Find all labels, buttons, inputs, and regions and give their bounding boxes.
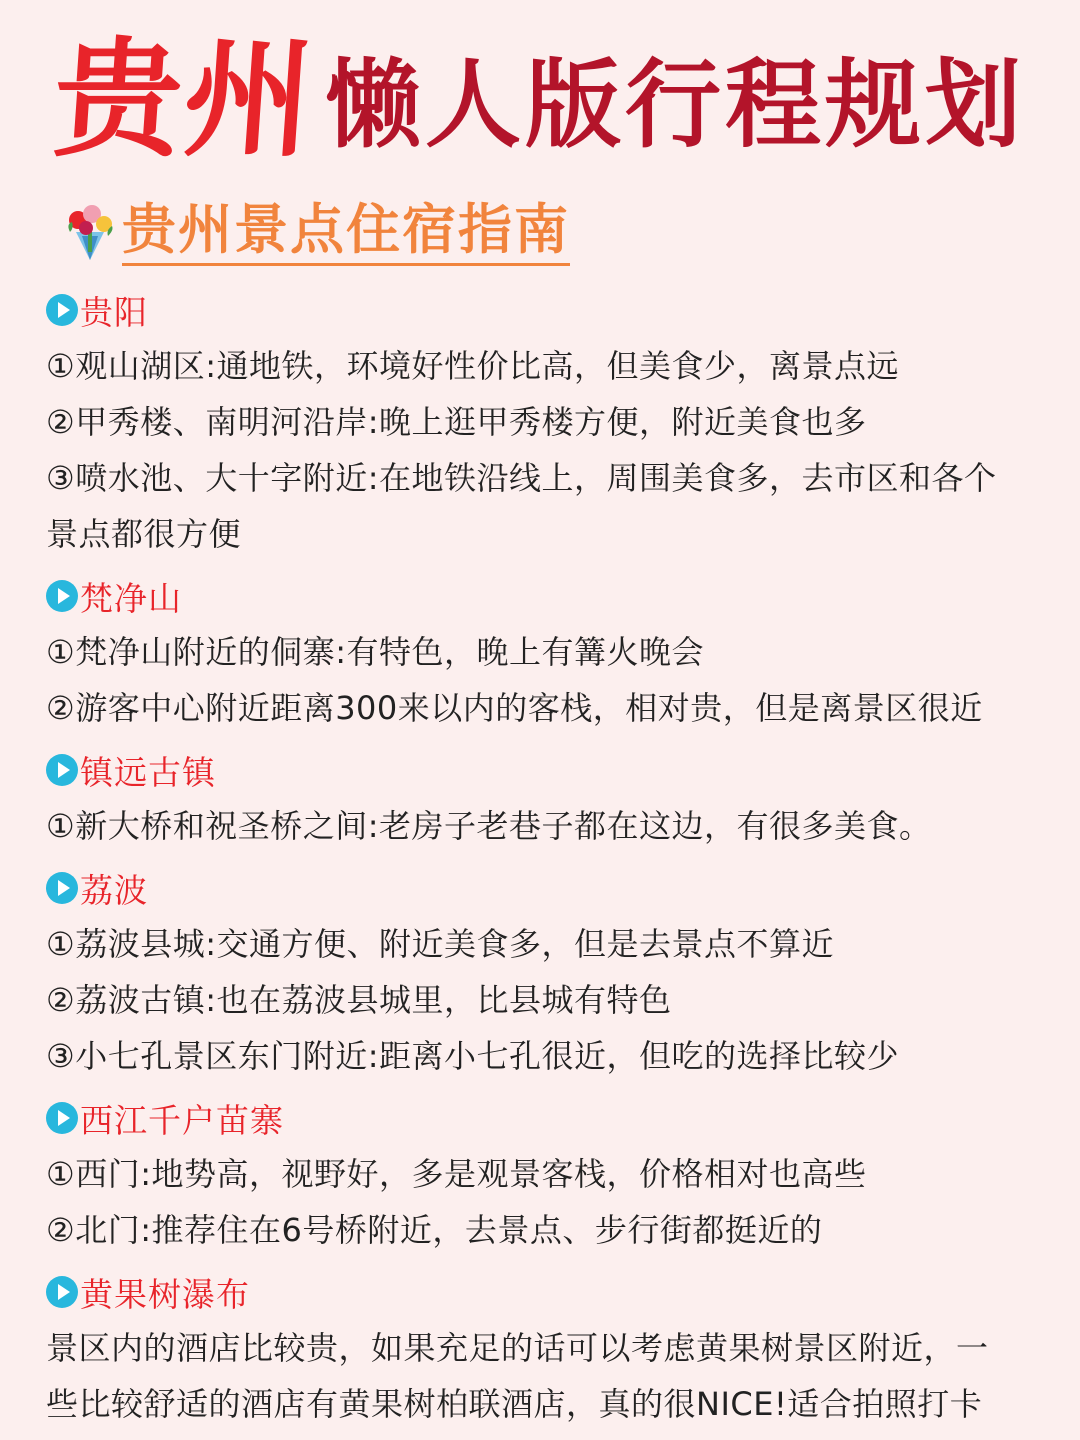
section-heading [46,570,1046,622]
list-item: ②游客中心附近距离300来以内的客栈，相对贵，但是离景区很近 [46,689,983,727]
play-circle-icon [46,1276,78,1308]
section-heading [46,862,1046,914]
subtitle-row [62,196,570,268]
heading-text: 镇远古镇 [80,752,216,792]
page-title [0,14,1080,175]
title-guizhou: 贵州 [48,25,320,175]
list-item: ①新大桥和祝圣桥之间:老房子老巷子都在这边，有很多美食。 [46,807,932,845]
section-heading [46,744,1046,796]
list-item: ②北门:推荐住在6号桥附近，去景点、步行街都挺近的 [46,1211,823,1249]
list-item: ③喷水池、大十字附近:在地铁沿线上，周围美食多，去市区和各个 [46,459,997,497]
play-circle-icon [46,580,78,612]
list-item: 景点都很方便 [46,515,242,553]
play-circle-icon [46,872,78,904]
list-item: ①西门:地势高，视野好，多是观景客栈，价格相对也高些 [46,1155,867,1193]
list-item: 些比较舒适的酒店有黄果树柏联酒店，真的很NICE!适合拍照打卡 [46,1385,983,1423]
heading-text: 梵净山 [80,578,182,618]
section-huangguoshu [46,1266,1046,1432]
heading-text: 西江千户苗寨 [80,1100,284,1140]
list-item: ③小七孔景区东门附近:距离小七孔很近，但吃的选择比较少 [46,1037,899,1075]
section-heading [46,1092,1046,1144]
section-libo [46,862,1046,1084]
section-zhenyuan [46,744,1046,854]
section-xijiang [46,1092,1046,1258]
section-heading [46,284,1046,336]
section-fanjingshan [46,570,1046,736]
play-circle-icon [46,294,78,326]
list-item: ①荔波县城:交通方便、附近美食多，但是去景点不算近 [46,925,834,963]
flower-bouquet-icon [62,202,118,262]
list-item: ①梵净山附近的侗寨:有特色，晚上有篝火晚会 [46,633,704,671]
list-item: 景区内的酒店比较贵，如果充足的话可以考虑黄果树景区附近，一 [46,1329,989,1367]
section-heading [46,1266,1046,1318]
play-circle-icon [46,754,78,786]
title-itinerary: 懒人版行程规划 [325,47,1025,161]
list-item: ①观山湖区:通地铁，环境好性价比高，但美食少，离景点远 [46,347,899,385]
guide-content [46,284,1046,1440]
heading-text: 贵阳 [80,292,148,332]
heading-text: 荔波 [80,870,148,910]
heading-text: 黄果树瀑布 [80,1274,250,1314]
subtitle: 贵州景点住宿指南 [122,199,570,266]
play-circle-icon [46,1102,78,1134]
section-guiyang [46,284,1046,562]
list-item: ②甲秀楼、南明河沿岸:晚上逛甲秀楼方便，附近美食也多 [46,403,867,441]
list-item: ②荔波古镇:也在荔波县城里，比县城有特色 [46,981,672,1019]
